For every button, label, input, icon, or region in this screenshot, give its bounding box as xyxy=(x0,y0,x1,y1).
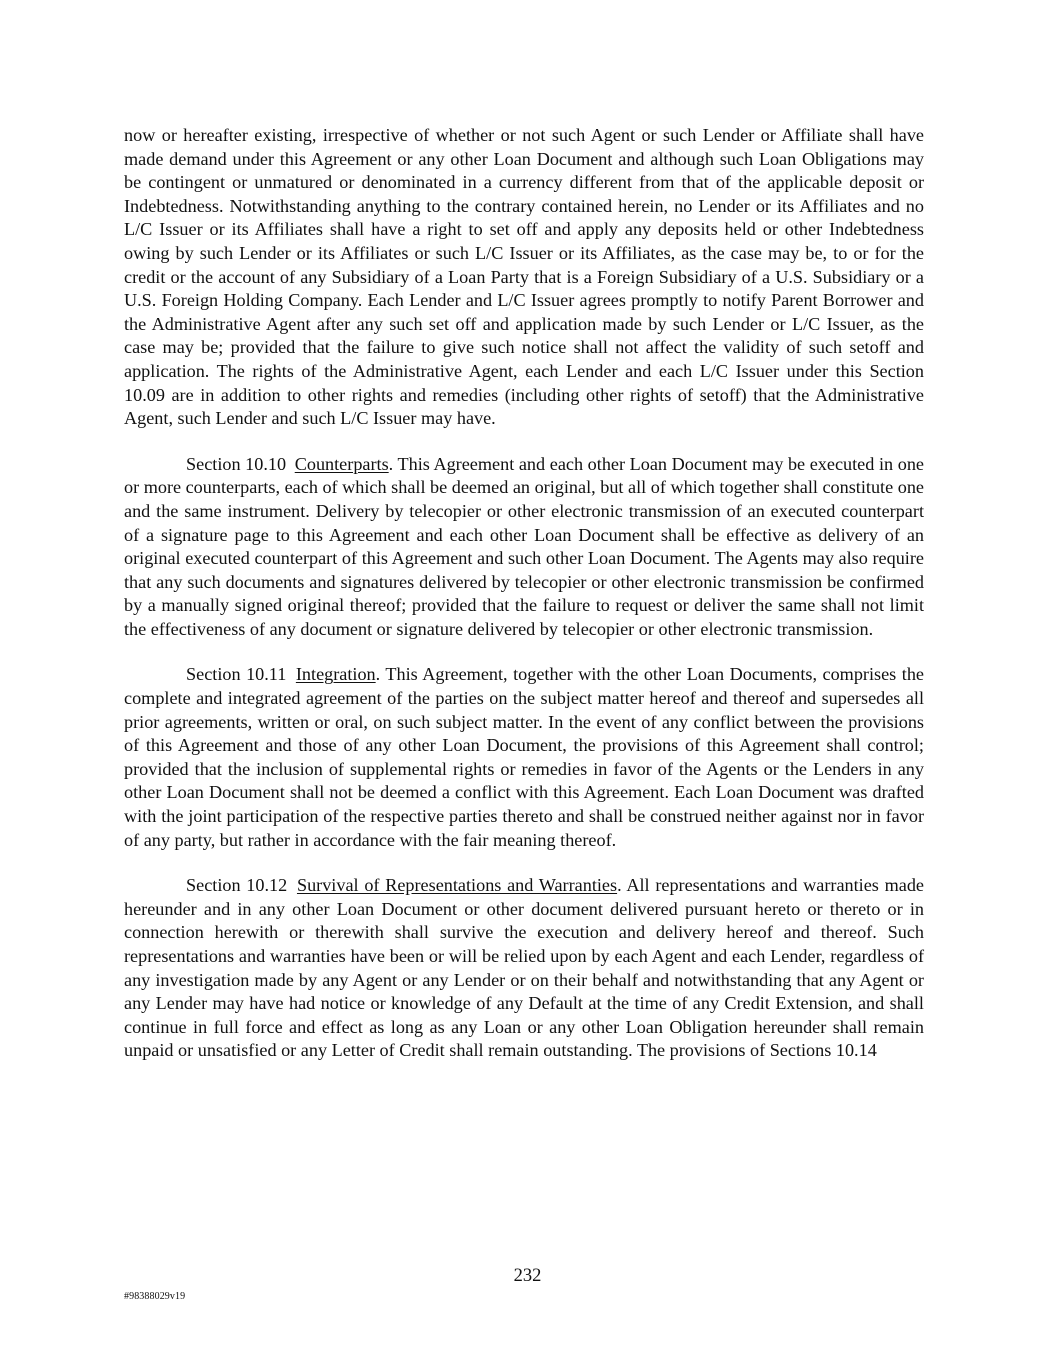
section-title: Integration xyxy=(295,664,376,685)
section-body: . This Agreement, together with the other Loan Documents, comprises the complete and integrated agreement of the parties on the subject matter hereof and thereof and supersedes all prior agreements, written or oral, on such subject matter. In the event of any conflict between the provisions of this Agreement and those of any other Loan Document, the provisions of this Agreement shall control; provided that the inclusion of supplemental rights or remedies in favor of the Agents or the Lenders in any other Loan Document shall not be deemed a conflict with this Agreement. Each Loan Document was drafted with the joint participation of the respective parties thereto and shall be construed neither against nor in favor of any party, but rather in accordance with the fair meaning thereof. xyxy=(124,664,924,850)
section-title: Survival of Representations and Warranties xyxy=(296,875,618,896)
section-title: Counterparts xyxy=(294,453,389,474)
section-body: . All representations and warranties made hereunder and in any other Loan Document or other document delivered pursuant hereto or thereto or in connection herewith or therewith shall survive the execution and delivery hereof and thereof. Such representations and warranties have been or will be relied upon by each Agent and each Lender, regardless of any investigation made by any Agent or any Lender or on their behalf and notwithstanding that any Agent or any Lender may have had notice or knowledge of any Default at the time of any Credit Extension, and shall continue in full force and effect as long as any Loan or any other Loan Obligation hereunder shall remain unpaid or unsatisfied or any Letter of Credit shall remain outstanding. The provisions of Sections 10.14 xyxy=(124,875,925,1061)
section-10-12-paragraph xyxy=(124,874,924,1063)
continuation-paragraph: now or hereafter existing, irrespective of whether or not such Agent or such Lender or Affiliate shall have made demand under this Agreement or any other Loan Document and although such Loan Obligations may be contingent or unmatured or denominated in a currency different from that of the applicable deposit or Indebtedness. Notwithstanding anything to the contrary contained herein, no Lender or its Affiliates and no L/C Issuer or its Affiliates shall have a right to set off and apply any deposits held or other Indebtedness owing by such Lender or its Affiliates or such L/C Issuer or its Affiliates, as the case may be, to or for the credit or the account of any Subsidiary of a Loan Party that is a Foreign Subsidiary of a U.S. Subsidiary or a U.S. Foreign Holding Company. Each Lender and L/C Issuer agrees promptly to notify Parent Borrower and the Administrative Agent after any such set off and application made by such Lender or L/C Issuer, as the case may be; provided that the failure to give such notice shall not affect the validity of such setoff and application. The rights of the Administrative Agent, each Lender and each L/C Issuer under this Section 10.09 are in addition to other rights and remedies (including other rights of setoff) that the Administrative Agent, such Lender and such L/C Issuer may have. xyxy=(124,125,924,429)
section-body: . This Agreement and each other Loan Document may be executed in one or more counterparts, each of which shall be deemed an original, but all of which together shall constitute one and the same instrument. Delivery by telecopier or other electronic transmission of an executed counterpart of a signature page to this Agreement and each other Loan Document shall be effective as delivery of an original executed counterpart of this Agreement and such other Loan Document. The Agents may also require that any such documents and signatures delivered by telecopier or other electronic transmission be confirmed by a manually signed original thereof; provided that the failure to request or deliver the same shall not limit the effectiveness of any document or signature delivered by telecopier or other electronic transmission. xyxy=(124,453,924,639)
section-10-10-paragraph xyxy=(124,453,924,642)
section-number: Section 10.12 xyxy=(186,875,288,896)
document-page xyxy=(124,124,924,1085)
section-number: Section 10.11 xyxy=(186,664,287,685)
section-number: Section 10.10 xyxy=(186,453,287,474)
page-number: 232 xyxy=(513,1266,542,1286)
section-10-11-paragraph xyxy=(124,663,924,852)
document-id: #98388029v19 xyxy=(124,1291,186,1302)
